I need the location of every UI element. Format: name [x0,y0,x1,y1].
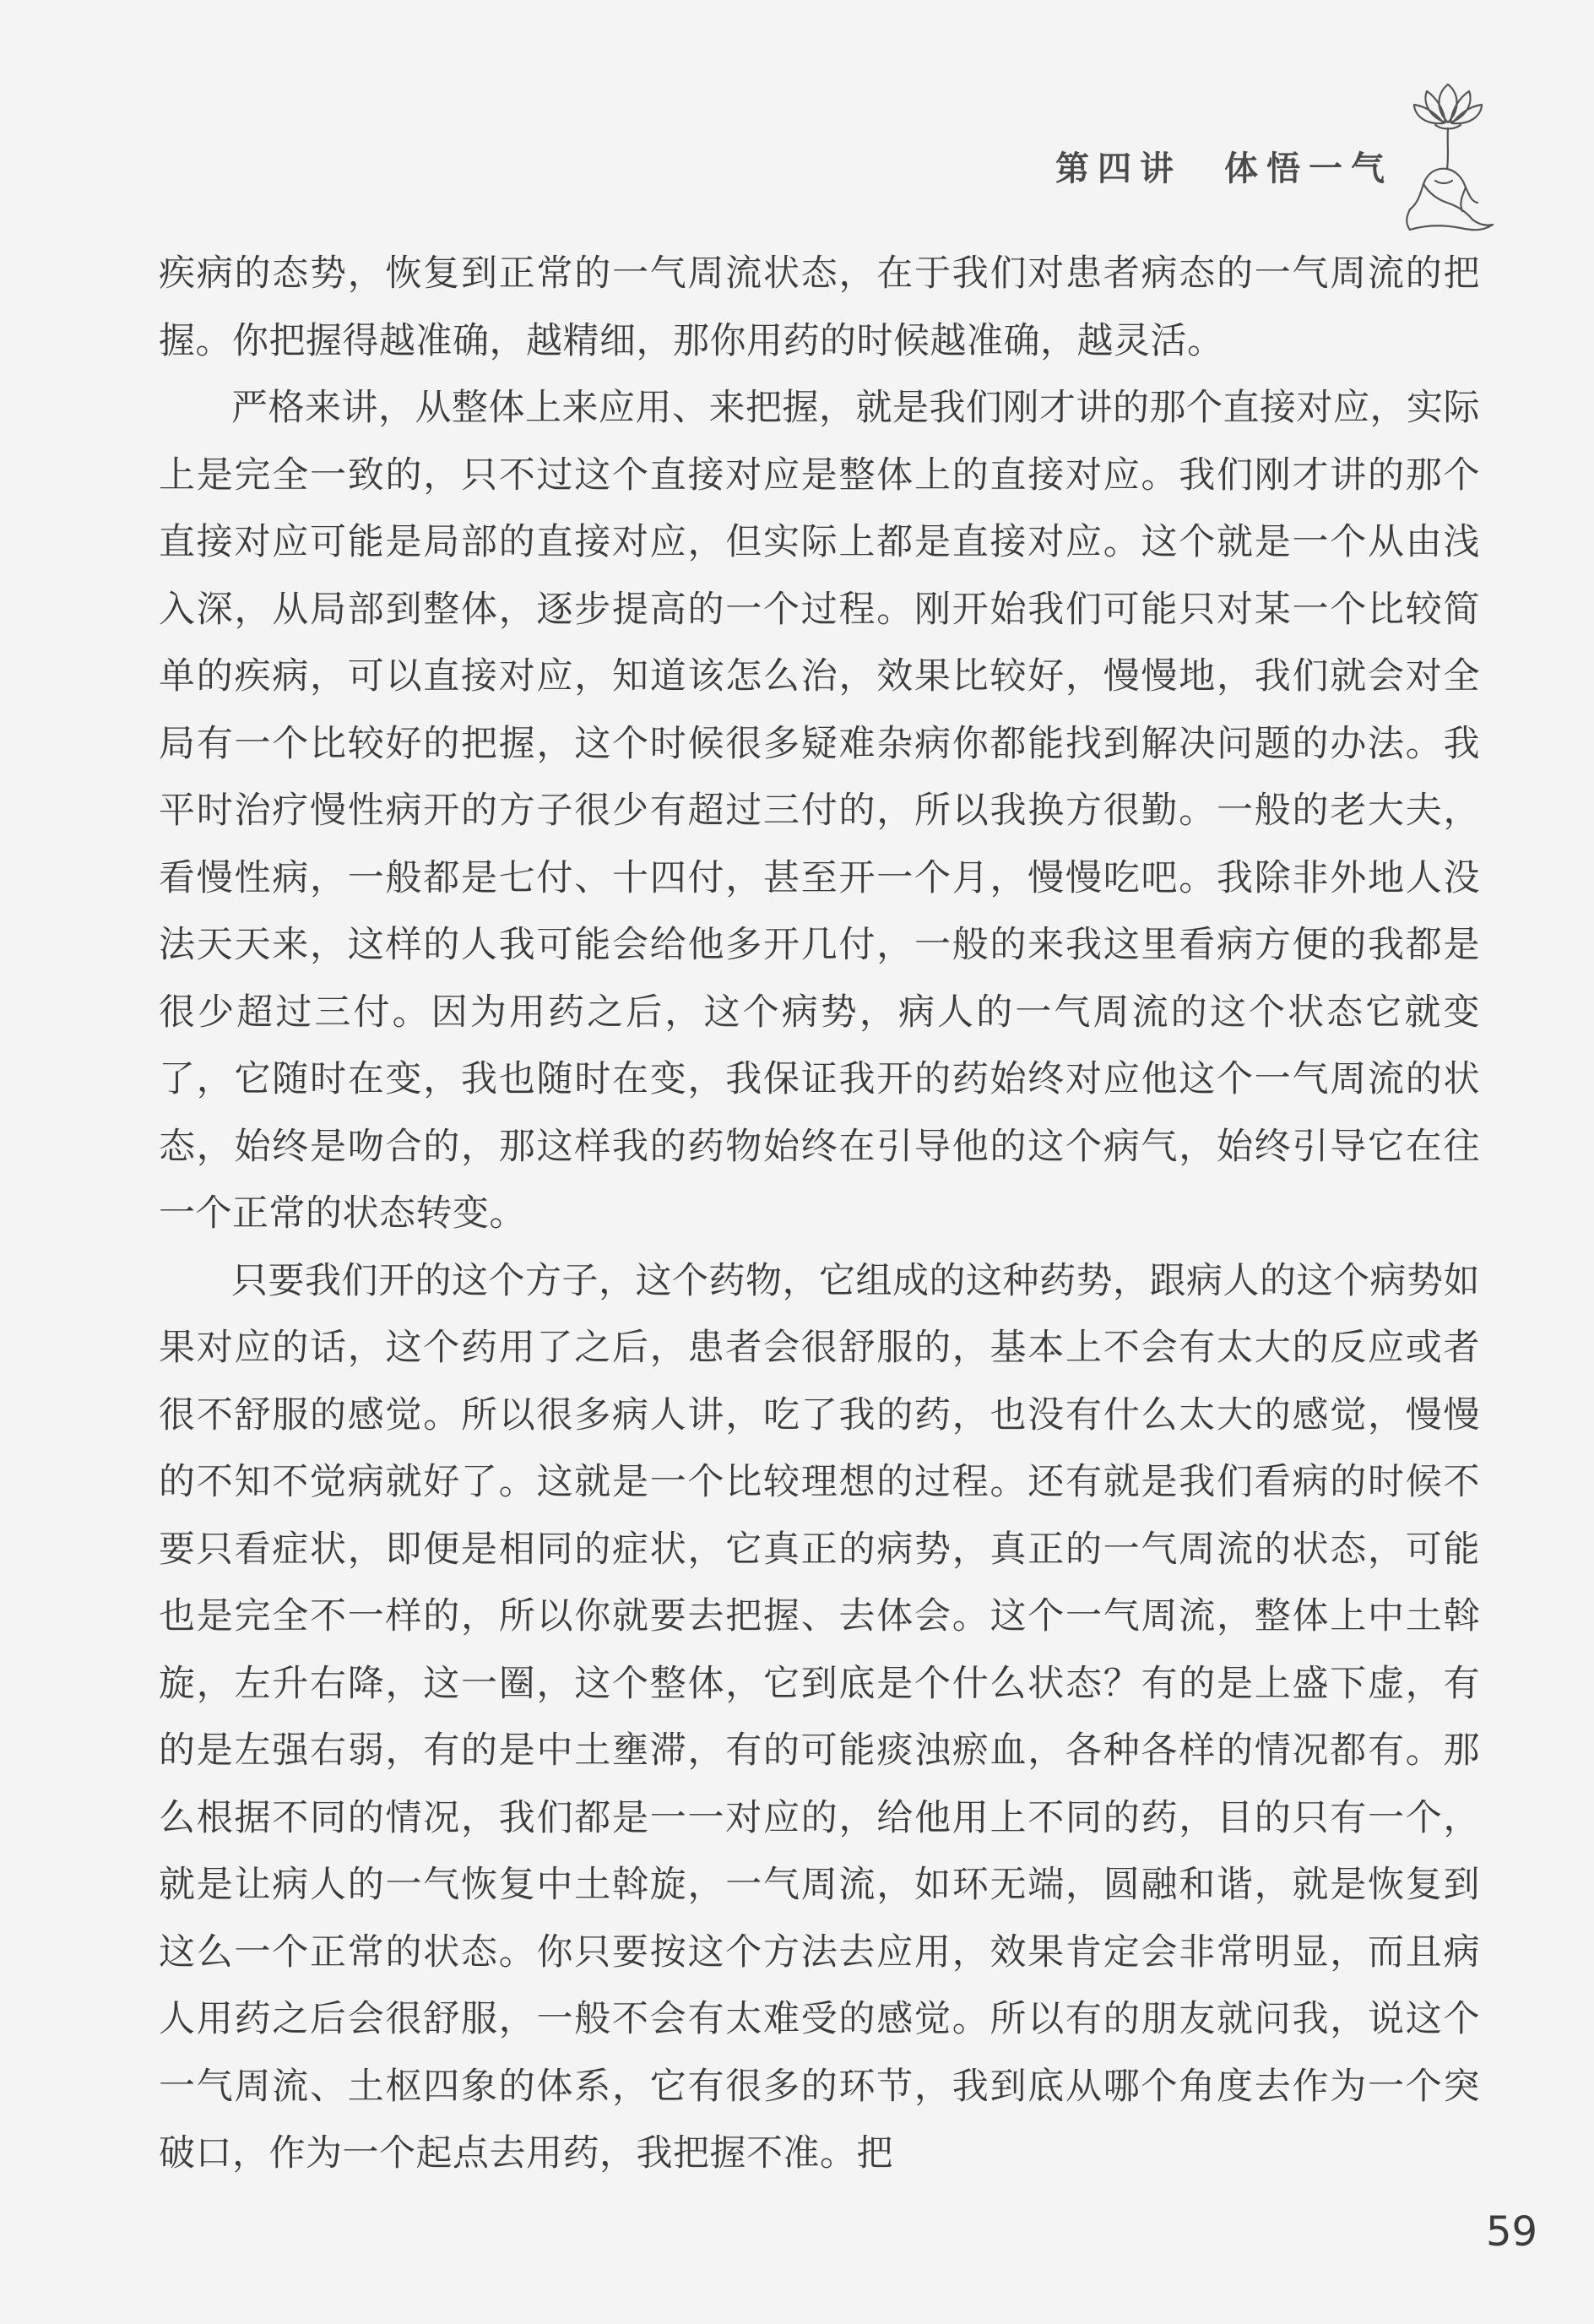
page-number: 59 [1486,2208,1538,2256]
lotus-hand-icon [1385,76,1511,236]
paragraph-2: 严格来讲，从整体上来应用、来把握，就是我们刚才讲的那个直接对应，实际上是完全一致的，只不过这个直接对应是整体上的直接对应。我们刚才讲的那个直接对应可能是局部的直接对应，但实际上都是直接对应。这个就是一个从由浅入深，从局部到整体，逐步提高的一个过程。刚开始我们可能只对某一个比较简单的疾病，可以直接对应，知道该怎么治，效果比较好，慢慢地，我们就会对全局有一个比较好的把握，这个时候很多疑难杂病你都能找到解决问题的办法。我平时治疗慢性病开的方子很少有超过三付的，所以我换方很勤。一般的老大夫，看慢性病，一般都是七付、十四付，甚至开一个月，慢慢吃吧。我除非外地人没法天天来，这样的人我可能会给他多开几付，一般的来我这里看病方便的我都是很少超过三付。因为用药之后，这个病势，病人的一气周流的这个状态它就变了，它随时在变，我也随时在变，我保证我开的药始终对应他这个一气周流的状态，始终是吻合的，那这样我的药物始终在引导他的这个病气，始终引导它在往一个正常的状态转变。 [159,387,1480,1235]
chapter-title: 第四讲 体悟一气 [1055,149,1393,188]
paragraph-1: 疾病的态势，恢复到正常的一气周流状态，在于我们对患者病态的一气周流的把握。你把握得越准确，越精细，那你用药的时候越准确，越灵活。 [159,252,1480,362]
running-header [1055,142,1410,201]
body-text [159,241,1480,2188]
paragraph-3: 只要我们开的这个方子，这个药物，它组成的这种药势，跟病人的这个病势如果对应的话，这个药用了之后，患者会很舒服的，基本上不会有太大的反应或者很不舒服的感觉。所以很多病人讲，吃了我的药，也没有什么太大的感觉，慢慢的不知不觉病就好了。这就是一个比较理想的过程。还有就是我们看病的时候不要只看症状，即便是相同的症状，它真正的病势，真正的一气周流的状态，可能也是完全不一样的，所以你就要去把握、去体会。这个一气周流，整体上中土斡旋，左升右降，这一圈，这个整体，它到底是个什么状态？有的是上盛下虚，有的是左强右弱，有的是中土壅滞，有的可能痰浊瘀血，各种各样的情况都有。那么根据不同的情况，我们都是一一对应的，给他用上不同的药，目的只有一个，就是让病人的一气恢复中土斡旋，一气周流，如环无端，圆融和谐，就是恢复到这么一个正常的状态。你只要按这个方法去应用，效果肯定会非常明显，而且病人用药之后会很舒服，一般不会有太难受的感觉。所以有的朋友就问我，说这个一气周流、土枢四象的体系，它有很多的环节，我到底从哪个角度去作为一个突破口，作为一个起点去用药，我把握不准。把 [159,1259,1480,2175]
